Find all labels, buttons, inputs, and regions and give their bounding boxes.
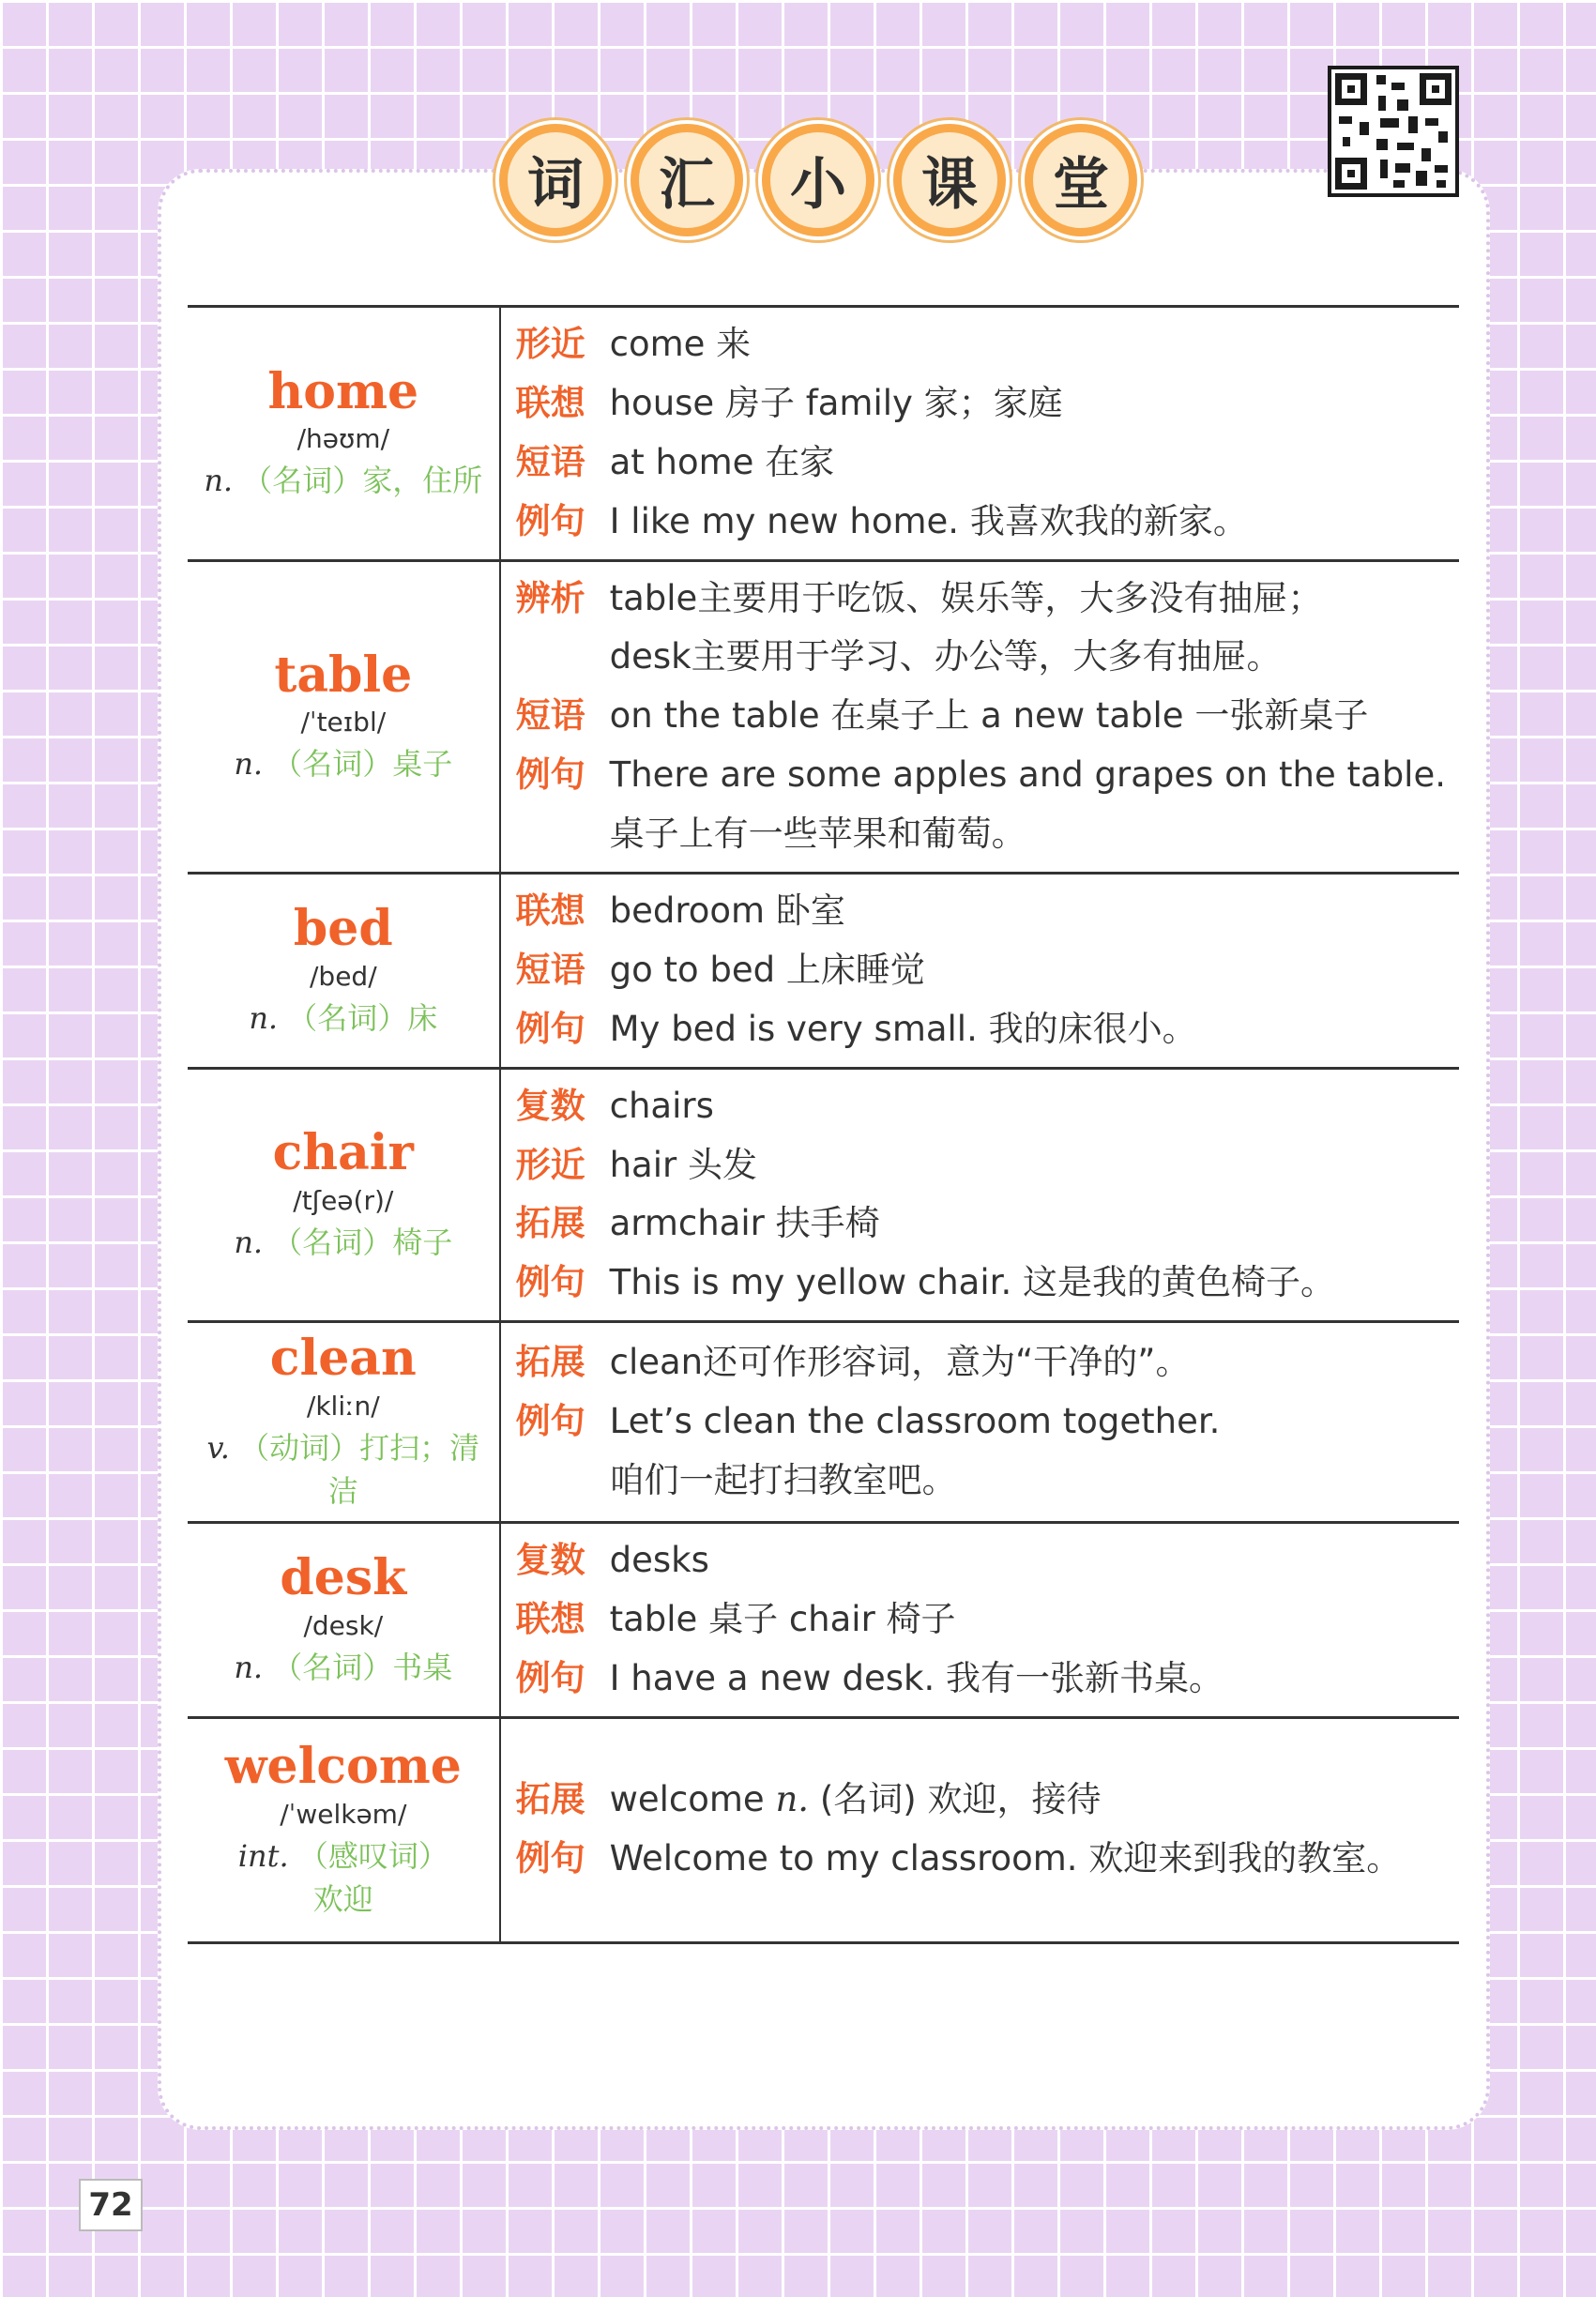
vocabulary-table	[188, 305, 1459, 1944]
info-text: go to bed 上床睡觉	[609, 949, 925, 990]
pos-abbr: v.	[206, 1430, 230, 1467]
phonetic: /tʃeə(r)/	[293, 1185, 394, 1217]
part-of-speech	[197, 1221, 490, 1264]
info-cell	[500, 1068, 1459, 1322]
word-cell	[188, 307, 500, 561]
pos-abbr: n.	[249, 1000, 279, 1037]
page-number: 72	[79, 2179, 143, 2231]
info-text: Welcome to my classroom. 欢迎来到我的教室。	[609, 1838, 1402, 1879]
info-line	[516, 1771, 1446, 1830]
word-cell	[188, 560, 500, 873]
info-cell	[500, 1717, 1459, 1942]
info-text: clean还可作形容词，意为“干净的”。	[609, 1342, 1191, 1383]
info-tag: 短语	[515, 949, 585, 990]
info-tag: 例句	[515, 1657, 585, 1698]
info-line	[516, 1254, 1446, 1313]
info-line	[516, 746, 1446, 805]
info-line	[516, 882, 1446, 941]
info-line	[516, 941, 1446, 1000]
phonetic: /ˈwelkəm/	[280, 1798, 407, 1830]
title-char: 汇	[639, 132, 735, 228]
info-cell	[500, 307, 1459, 561]
info-text: I like my new home. 我喜欢我的新家。	[609, 500, 1248, 541]
info-line-continued	[516, 628, 1446, 687]
info-cell	[500, 1522, 1459, 1717]
info-text: desk主要用于学习、办公等，大多有抽屉。	[609, 636, 1282, 677]
info-line	[516, 1136, 1446, 1195]
part-of-speech	[197, 742, 490, 785]
info-text: table 桌子 chair 椅子	[609, 1598, 956, 1639]
info-text: This is my yellow chair. 这是我的黄色椅子。	[609, 1262, 1335, 1303]
info-cell	[500, 874, 1459, 1069]
info-line	[516, 374, 1446, 434]
pos-definition: （名词）家，住所	[242, 463, 483, 499]
title-char-badge	[1021, 120, 1141, 240]
info-tag: 复数	[515, 1085, 585, 1126]
pos-abbr: n.	[234, 746, 264, 783]
info-tag: 例句	[515, 1262, 585, 1303]
info-tag: 拓展	[515, 1203, 585, 1244]
info-tag: 拓展	[515, 1342, 585, 1383]
headword: chair	[272, 1124, 414, 1182]
word-cell	[188, 1522, 500, 1717]
headword: clean	[269, 1330, 417, 1388]
info-text: Let’s clean the classroom together.	[609, 1401, 1221, 1442]
vocab-row-desk	[188, 1522, 1459, 1717]
info-tag: 短语	[515, 441, 585, 482]
title-char-badge	[627, 120, 747, 240]
info-tag: 例句	[515, 1401, 585, 1442]
info-line	[516, 434, 1446, 493]
info-text: hair 头发	[609, 1144, 757, 1185]
qr-code-icon[interactable]	[1328, 66, 1459, 197]
info-line	[516, 1650, 1446, 1709]
info-tag: 例句	[515, 500, 585, 541]
pos-abbr: n.	[234, 1649, 264, 1685]
info-tag: 辨析	[515, 577, 585, 618]
phonetic: /kliːn/	[306, 1391, 380, 1422]
pos-definition: （名词）床	[287, 1000, 438, 1037]
info-tag: 形近	[515, 324, 585, 364]
pos-definition: （动词）打扫；清洁	[239, 1430, 480, 1510]
info-line	[516, 1077, 1446, 1136]
info-line	[516, 1830, 1446, 1889]
info-line	[516, 570, 1446, 629]
pos-definition: （名词）书桌	[272, 1649, 453, 1685]
title-char-badge	[889, 120, 1010, 240]
word-cell	[188, 1068, 500, 1322]
pos-abbr: n.	[204, 463, 234, 499]
info-text: table主要用于吃饭、娱乐等，大多没有抽屉；	[609, 577, 1323, 618]
word-cell	[188, 874, 500, 1069]
info-line	[516, 1392, 1446, 1452]
info-line-continued	[516, 1452, 1446, 1511]
pos-abbr: n.	[234, 1225, 264, 1261]
info-text: 桌子上有一些苹果和葡萄。	[609, 814, 1026, 855]
phonetic: /ˈteɪbl/	[300, 707, 387, 738]
phonetic: /həʊm/	[296, 423, 390, 455]
vocab-row-bed	[188, 874, 1459, 1069]
pos-definition: （感叹词）	[297, 1837, 448, 1874]
info-tag: 联想	[515, 890, 585, 932]
pos-definition-continued: 欢迎	[312, 1880, 373, 1917]
headword: desk	[280, 1549, 407, 1607]
vocab-row-chair	[188, 1068, 1459, 1322]
info-text: bedroom 卧室	[609, 890, 845, 932]
info-text: armchair 扶手椅	[609, 1203, 880, 1244]
vocab-row-home	[188, 307, 1459, 561]
part-of-speech	[197, 1426, 490, 1514]
vocab-row-clean	[188, 1322, 1459, 1523]
word-cell	[188, 1717, 500, 1942]
info-line	[516, 315, 1446, 374]
info-text: There are some apples and grapes on the table.	[609, 754, 1446, 796]
info-tag: 拓展	[515, 1779, 585, 1820]
info-line	[516, 493, 1446, 552]
headword: home	[267, 362, 419, 420]
vocab-row-table	[188, 560, 1459, 873]
phonetic: /desk/	[303, 1609, 384, 1641]
headword: welcome	[224, 1737, 462, 1795]
vocab-row-welcome	[188, 1717, 1459, 1942]
title-char-badge	[758, 120, 878, 240]
info-line-continued	[516, 805, 1446, 864]
info-text: I have a new desk. 我有一张新书桌。	[609, 1657, 1224, 1698]
title-char: 词	[508, 132, 603, 228]
pos-definition: （名词）椅子	[272, 1225, 453, 1261]
info-text: My bed is very small. 我的床很小。	[609, 1008, 1197, 1049]
part-of-speech	[197, 1646, 490, 1689]
word-cell	[188, 1322, 500, 1523]
pos-abbr: int.	[237, 1837, 289, 1874]
phonetic: /bed/	[309, 961, 377, 993]
info-cell	[500, 560, 1459, 873]
info-cell	[500, 1322, 1459, 1523]
part-of-speech	[197, 1834, 490, 1878]
info-text: 咱们一起打扫教室吧。	[609, 1459, 957, 1500]
info-text-pos: n.	[775, 1779, 810, 1820]
headword: bed	[293, 900, 393, 958]
info-line	[516, 1531, 1446, 1590]
info-tag: 联想	[515, 382, 585, 423]
info-tag: 例句	[515, 1008, 585, 1049]
section-title	[495, 120, 1141, 240]
info-line	[516, 1194, 1446, 1254]
info-text: on the table 在桌子上 a new table 一张新桌子	[609, 695, 1369, 737]
info-tag: 例句	[515, 1838, 585, 1879]
info-text: (名词) 欢迎，接待	[809, 1779, 1102, 1820]
info-tag: 短语	[515, 695, 585, 737]
info-text: chairs	[609, 1085, 714, 1126]
part-of-speech	[197, 996, 490, 1040]
info-line	[516, 1333, 1446, 1392]
title-char: 小	[770, 132, 866, 228]
info-line	[516, 687, 1446, 746]
part-of-speech	[197, 459, 490, 502]
info-line	[516, 1590, 1446, 1650]
info-tag: 复数	[515, 1539, 585, 1580]
info-text: house 房子 family 家；家庭	[609, 382, 1063, 423]
info-tag: 联想	[515, 1598, 585, 1639]
info-text: welcome	[609, 1779, 776, 1820]
title-char-badge	[495, 120, 616, 240]
info-line	[516, 1000, 1446, 1059]
info-tag: 例句	[515, 754, 585, 796]
title-char: 堂	[1033, 132, 1129, 228]
info-tag: 形近	[515, 1144, 585, 1185]
info-text: at home 在家	[609, 441, 835, 482]
info-text: desks	[609, 1539, 709, 1580]
headword: table	[274, 646, 413, 704]
pos-definition: （名词）桌子	[272, 746, 453, 783]
title-char: 课	[902, 132, 997, 228]
info-text: come 来	[609, 324, 752, 364]
